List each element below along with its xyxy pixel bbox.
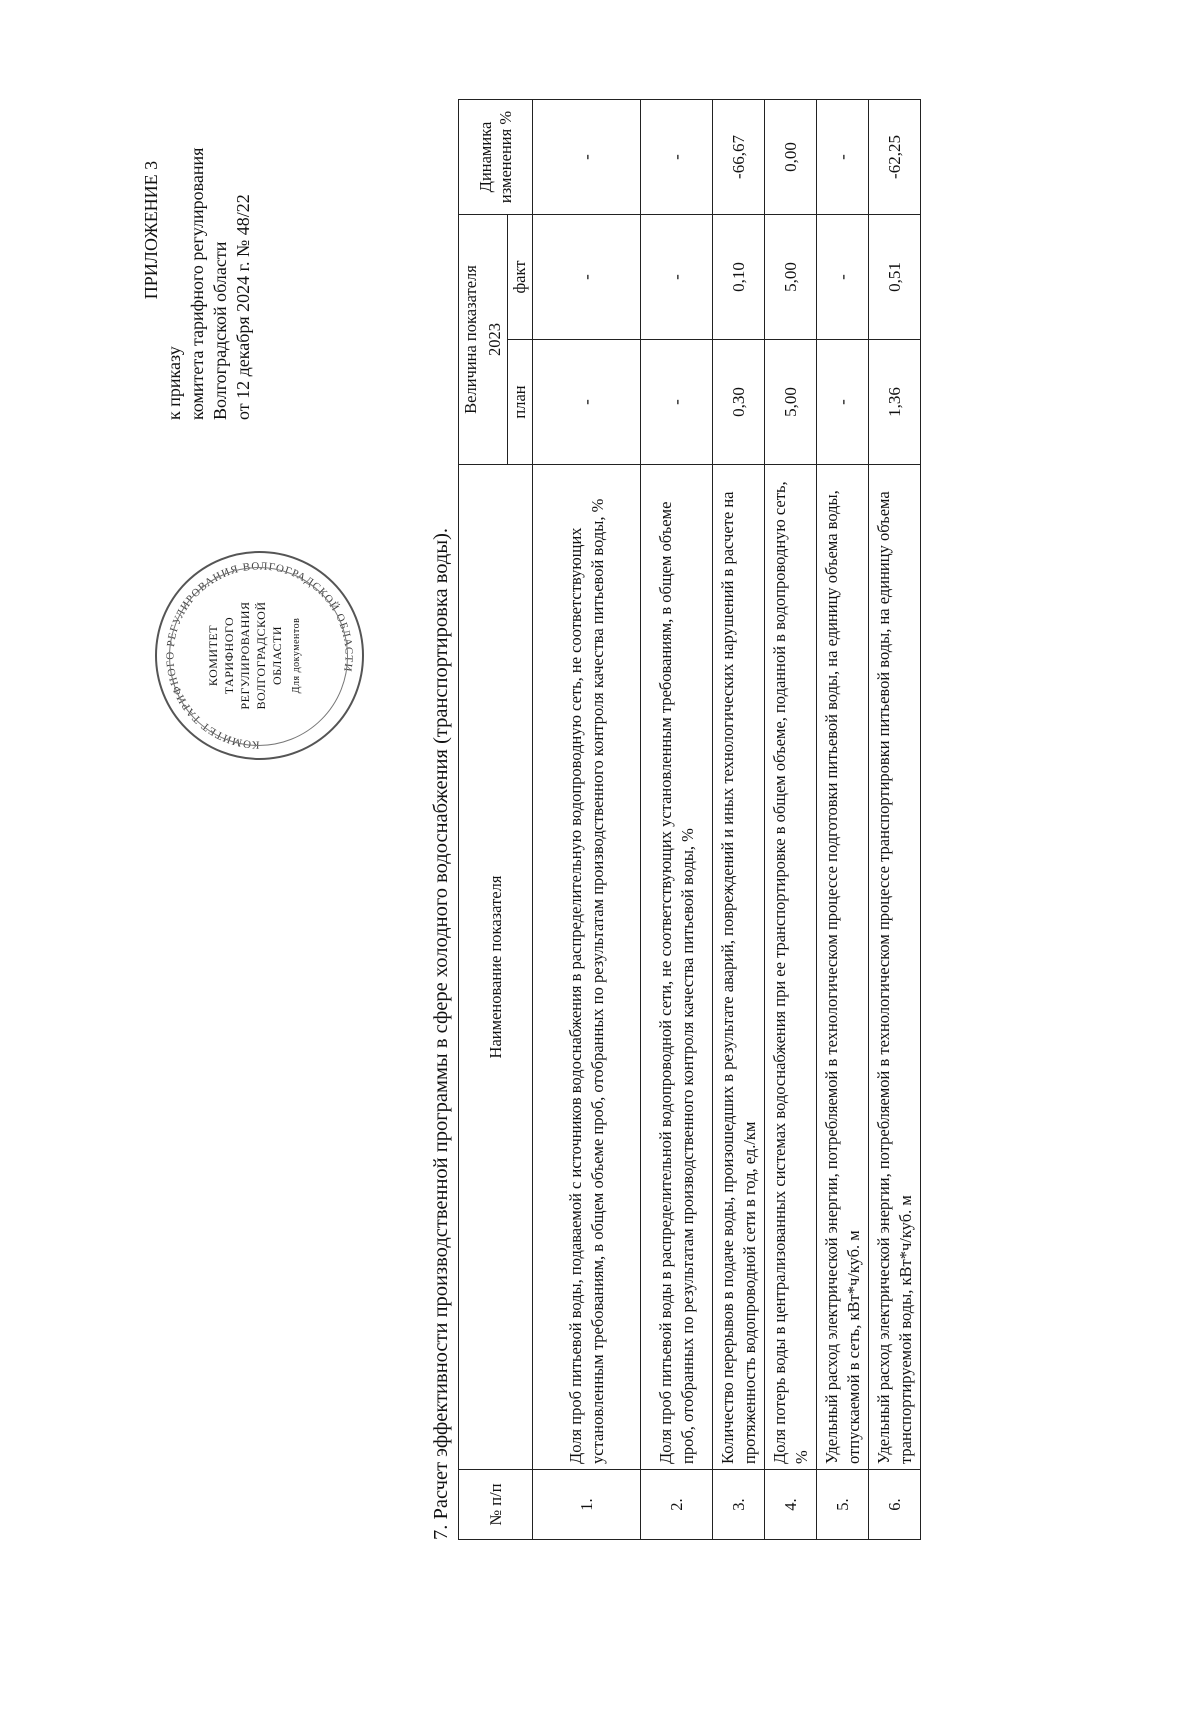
row-plan: 0,30 <box>713 340 765 465</box>
table-title: 7. Расчет эффективности производственной программы в сфере холодного водоснабжения (транспортировка воды). <box>430 527 452 1540</box>
appendix-header <box>140 80 255 420</box>
row-dynamics: - <box>533 100 641 215</box>
appendix-title: ПРИЛОЖЕНИЕ 3 <box>141 160 161 300</box>
seal-line: РЕГУЛИРОВАНИЯ <box>238 601 252 710</box>
row-num: 2. <box>641 1470 713 1540</box>
seal-line: КОМИТЕТ <box>206 624 220 687</box>
table-row <box>765 100 817 1540</box>
row-dynamics: -66,67 <box>713 100 765 215</box>
row-num: 4. <box>765 1470 817 1540</box>
row-plan: 1,36 <box>869 340 921 465</box>
row-plan: - <box>533 340 641 465</box>
row-dynamics: 0,00 <box>765 100 817 215</box>
row-num: 6. <box>869 1470 921 1540</box>
row-indicator-name: Доля проб питьевой воды, подаваемой с источников водоснабжения в распределительную водопроводную сеть, не соответствующих установленным требованиям, в общем объеме проб, отобранных по результатам производственного контроля качества питьевой воды, % <box>533 465 641 1470</box>
row-dynamics: -62,25 <box>869 100 921 215</box>
header-value-group: Величина показателя <box>459 215 484 465</box>
row-fact: 5,00 <box>765 215 817 340</box>
table-row <box>641 100 713 1540</box>
appendix-line-region: Волгоградской области <box>210 241 230 420</box>
table-row <box>817 100 869 1540</box>
row-fact: - <box>641 215 713 340</box>
header-name: Наименование показателя <box>459 465 533 1470</box>
row-indicator-name: Доля проб питьевой воды в распределительной водопроводной сети, не соответствующих установленным требованиям, в общем объеме проб, отобранных по результатам производственного контроля качества питьевой воды, % <box>641 465 713 1470</box>
seal-line: ВОЛГОГРАДСКОЙ <box>254 601 268 710</box>
header-fact: факт <box>508 215 533 340</box>
official-seal <box>155 551 364 760</box>
row-dynamics: - <box>641 100 713 215</box>
seal-line: ОБЛАСТИ <box>270 626 284 685</box>
table-row <box>869 100 921 1540</box>
table-header-row <box>459 100 484 1540</box>
appendix-line-date: от 12 декабря 2024 г. № 48/22 <box>233 194 253 420</box>
row-fact: 0,51 <box>869 215 921 340</box>
row-plan: - <box>641 340 713 465</box>
row-fact: 0,10 <box>713 215 765 340</box>
seal-line: ТАРИФНОГО <box>222 616 236 695</box>
row-plan: - <box>817 340 869 465</box>
row-indicator-name: Удельный расход электрической энергии, потребляемой в технологическом процессе транспортировки питьевой воды, на единицу объема транспортируемой воды, кВт*ч/куб. м <box>869 465 921 1470</box>
seal-ring-text: КОМИТЕТ ТАРИФНОГО РЕГУЛИРОВАНИЯ ВОЛГОГРАДСКОЙ ОБЛАСТИ <box>164 560 355 751</box>
row-indicator-name: Количество перерывов в подаче воды, произошедших в результате аварий, повреждений и иных технологических нарушений в расчете на протяженность водопроводной сети в год, ед./км <box>713 465 765 1470</box>
seal-center-text <box>205 573 305 738</box>
appendix-line-committee: комитета тарифного регулирования <box>187 147 207 420</box>
row-num: 3. <box>713 1470 765 1540</box>
row-num: 5. <box>817 1470 869 1540</box>
appendix-line-order: к приказу <box>164 346 184 420</box>
seal-bottom-text: Для документов <box>291 617 302 694</box>
row-plan: 5,00 <box>765 340 817 465</box>
header-dynamics: Динамика изменения % <box>459 100 533 215</box>
table-row <box>713 100 765 1540</box>
header-num: № п/п <box>459 1470 533 1540</box>
row-fact: - <box>817 215 869 340</box>
header-year: 2023 <box>483 215 508 465</box>
row-dynamics: - <box>817 100 869 215</box>
header-plan: план <box>508 340 533 465</box>
row-indicator-name: Удельный расход электрической энергии, потребляемой в технологическом процессе подготовки питьевой воды, на единицу объема воды, отпускаемой в сеть, кВт*ч/куб. м <box>817 465 869 1470</box>
efficiency-table <box>458 99 921 1540</box>
table-row <box>533 100 641 1540</box>
row-fact: - <box>533 215 641 340</box>
document-page <box>100 80 915 1560</box>
row-indicator-name: Доля потерь воды в централизованных системах водоснабжения при ее транспортировке в общем объеме, поданной в водопроводную сеть, % <box>765 465 817 1470</box>
row-num: 1. <box>533 1470 641 1540</box>
